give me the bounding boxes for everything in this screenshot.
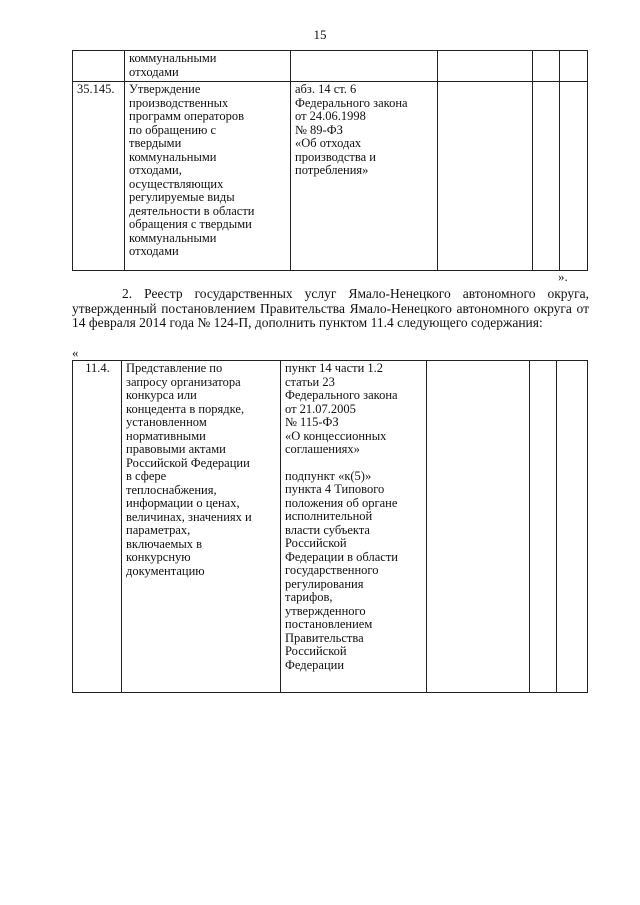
registry-table-continuation [72, 50, 588, 271]
empty-cell [560, 51, 588, 82]
table-row [73, 361, 588, 693]
row-number-cell: 35.145. [73, 82, 125, 271]
service-name-cell: Утверждение производственных программ операторов по обращению с твердыми коммунальными отходами, осуществляющих регулируемые виды деятельности в области обращения с твердыми коммунальными отходами [125, 82, 291, 271]
legal-basis-cell [281, 361, 427, 693]
legal-basis-cell [291, 51, 438, 82]
registry-table-new-item [72, 360, 588, 693]
table-row [73, 51, 588, 82]
empty-cell [427, 361, 530, 693]
empty-cell [438, 82, 533, 271]
empty-cell [557, 361, 588, 693]
empty-cell [438, 51, 533, 82]
page-number: 15 [313, 27, 327, 42]
closing-quote: ». [558, 269, 568, 284]
empty-cell [533, 82, 560, 271]
legal-basis-part-2: подпункт «к(5)» пункта 4 Типового положения об органе исполнительной власти субъекта Российской Федерации в области государственного регулирования тарифов, утвержденного постановлением Правительства Российской Федерации [285, 468, 398, 672]
empty-cell [533, 51, 560, 82]
legal-basis-cell: абз. 14 ст. 6 Федерального закона от 24.06.1998 № 89-ФЗ «Об отходах производства и потребления» [291, 82, 438, 271]
row-number-cell [73, 51, 125, 82]
amendment-paragraph: 2. Реестр государственных услуг Ямало-Ненецкого автономного округа, утвержденный постановлением Правительства Ямало-Ненецкого автономного округа от 14 февраля 2014 года № 124-П, дополнить пунктом 11.4 следующего содержания: [72, 286, 589, 330]
table-row [73, 82, 588, 271]
opening-quote: « [72, 345, 79, 360]
empty-cell [560, 82, 588, 271]
empty-cell [530, 361, 557, 693]
service-name-cell: Представление по запросу организатора конкурса или концедента в порядке, установленном нормативными правовыми актами Российской Федерации в сфере теплоснабжения, информации о ценах, величинах, значениях и параметрах, включаемых в конкурсную документацию [122, 361, 281, 693]
service-name-cell: коммунальными отходами [125, 51, 291, 82]
row-number-cell: 11.4. [73, 361, 122, 693]
legal-basis-part-1: пункт 14 части 1.2 статьи 23 Федерального закона от 21.07.2005 № 115-ФЗ «О концессионных соглашениях» [285, 361, 398, 456]
